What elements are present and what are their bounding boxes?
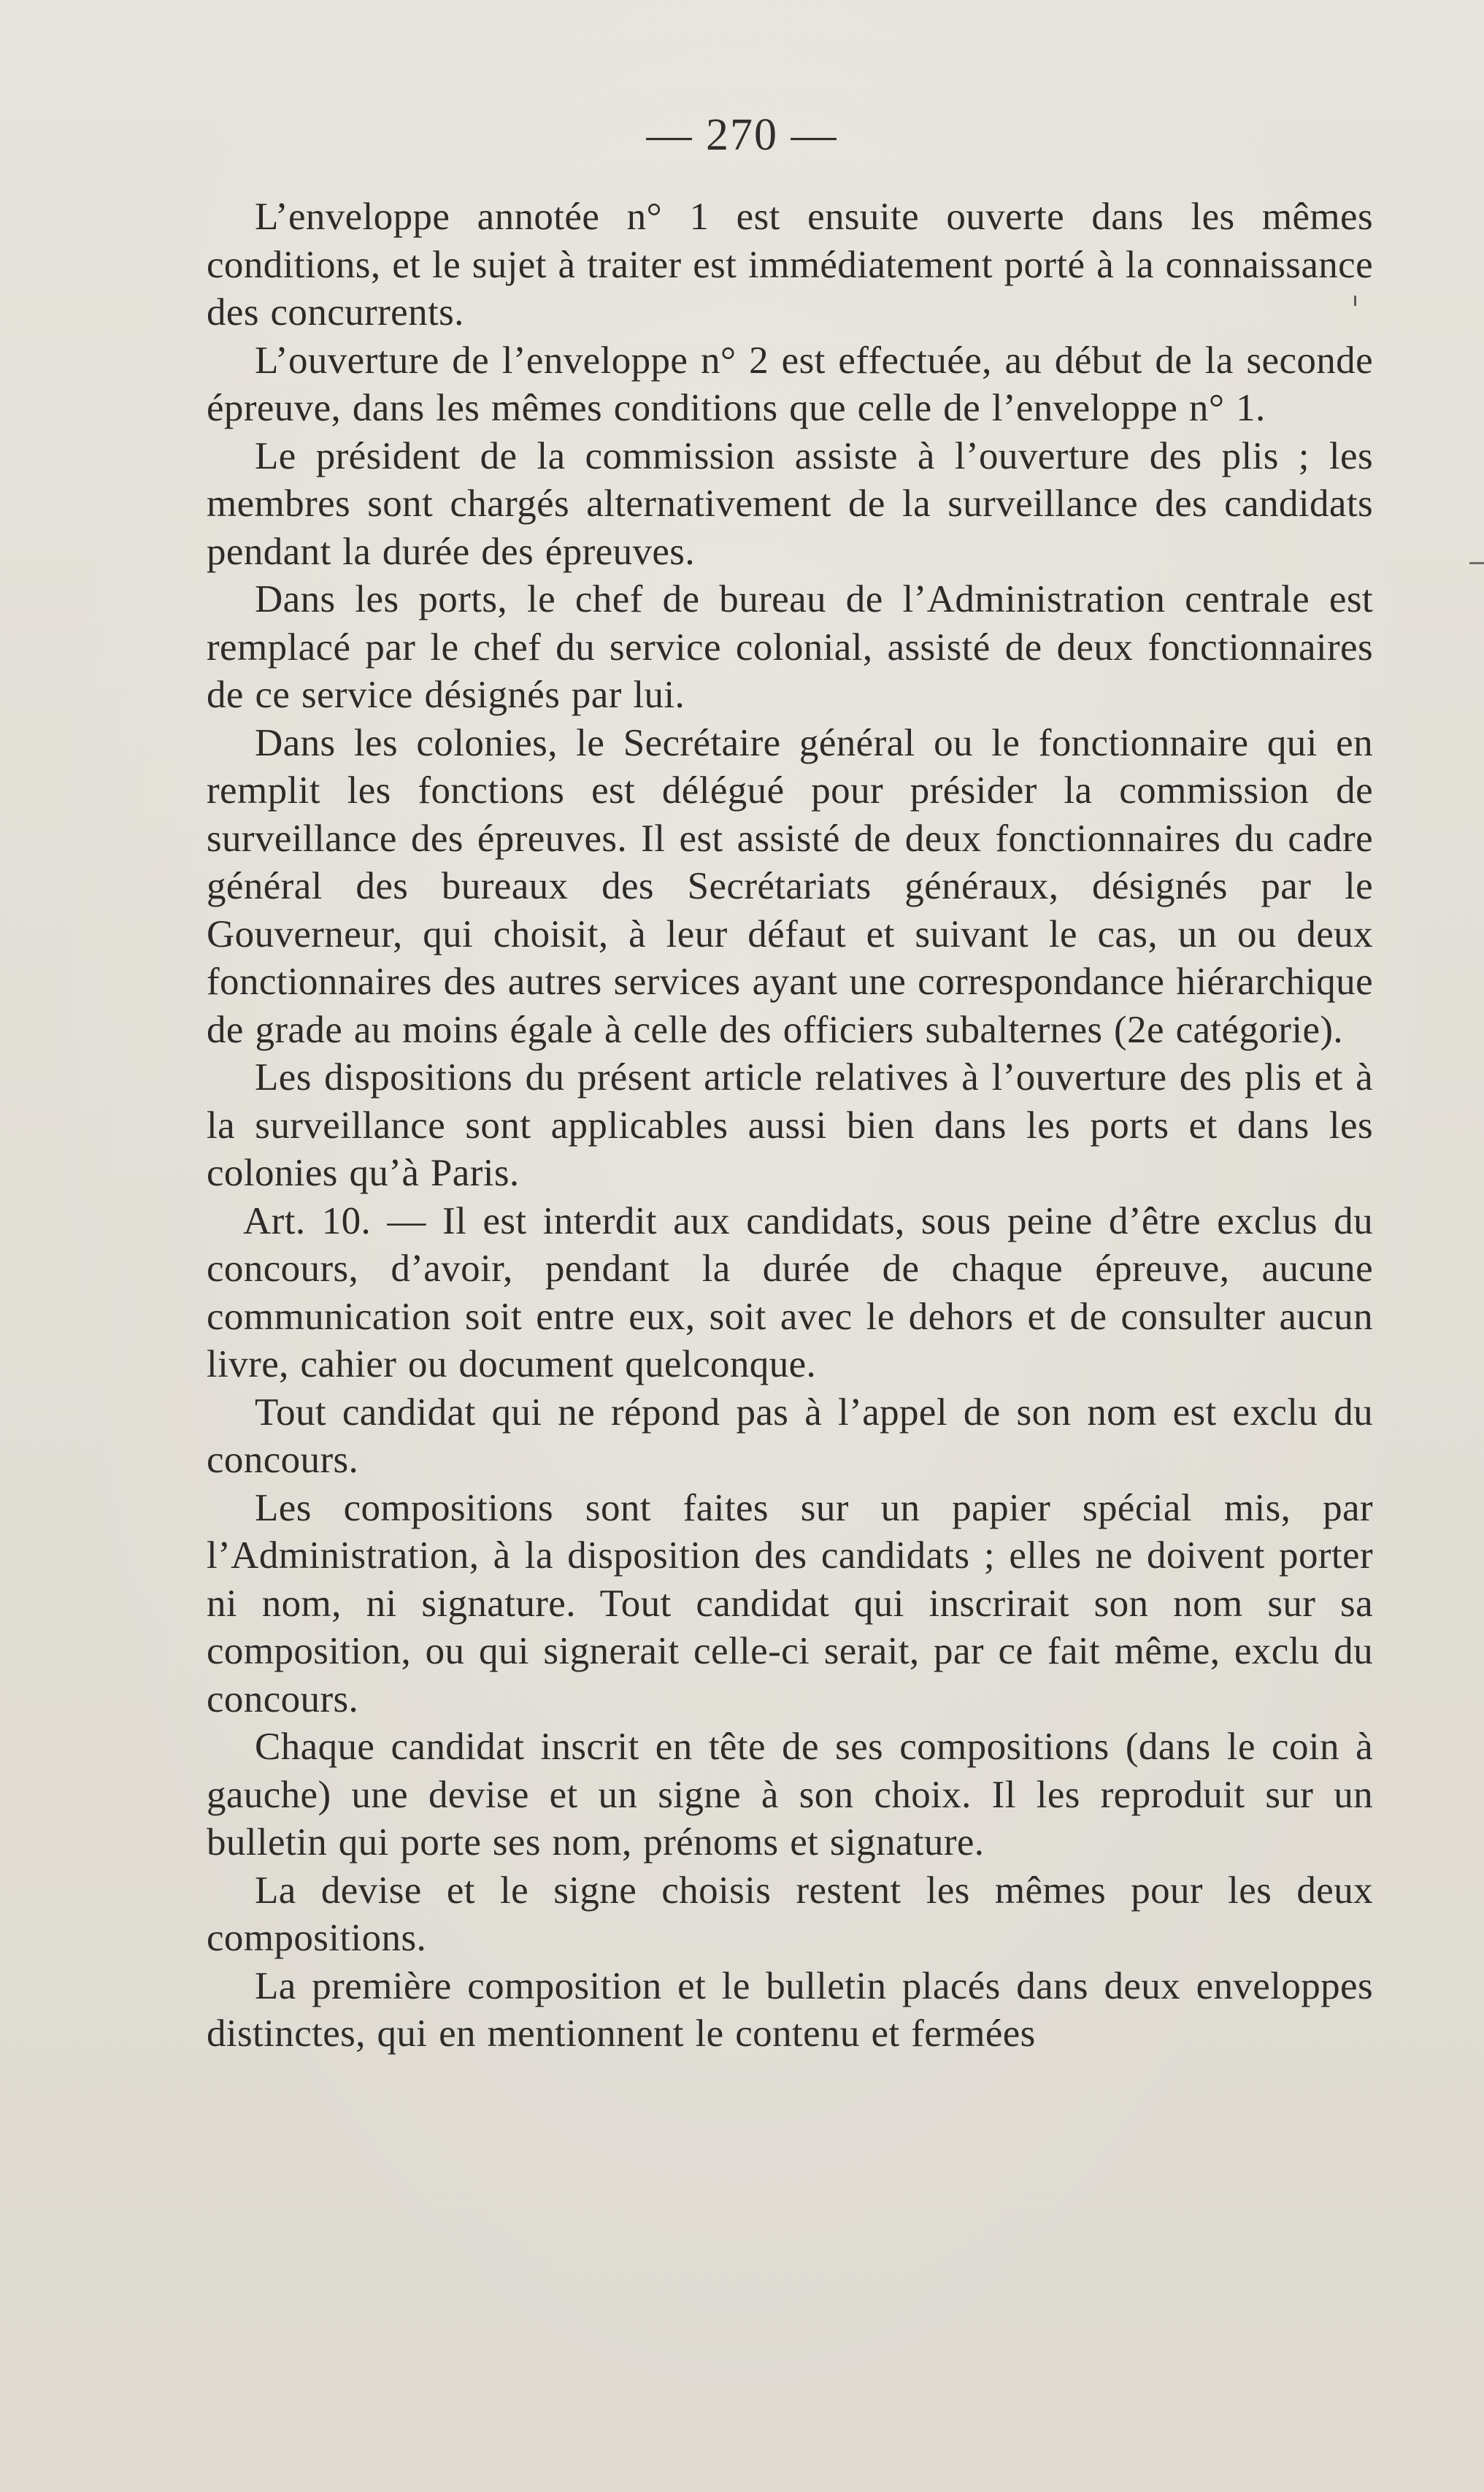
paragraph-6: Les dispositions du présent article relatives à l’ouverture des plis et à la surveillance sont applicables aussi bien dans les ports et dans les colonies qu’à Paris. [207, 1056, 1373, 1194]
paragraph-4: Dans les ports, le chef de bureau de l’Administration centrale est remplacé par le chef du service colonial, assisté de deux fonctionnaires de ce service désignés par lui. [207, 578, 1373, 716]
paragraph-11: La devise et le signe choisis restent les mêmes pour les deux compositions. [207, 1869, 1373, 1959]
paragraph-5: Dans les colonies, le Secrétaire général ou le fonctionnaire qui en remplit les fonctions est délégué pour présider la commission de surveillance des épreuves. Il est assisté de deux fonctionnaires du cadre général des bureaux des Secrétariats généraux, désignés par le Gouverneur, qui choisit, à leur défaut et suivant le cas, un ou deux fonctionnaires des autres services ayant une correspondance hiérarchique de grade au moins égale à celle des officiers subalternes (2e catégorie). [207, 721, 1373, 1051]
paragraph-2: L’ouverture de l’enveloppe n° 2 est effectuée, au début de la seconde épreuve, dans les mêmes conditions que celle de l’enveloppe n° 1. [207, 339, 1373, 429]
paragraph-3: Le président de la commission assiste à l’ouverture des plis ; les membres sont chargés alternativement de la surveillance des candidats pendant la durée des épreuves. [207, 434, 1373, 573]
print-speck [1354, 296, 1356, 306]
paragraph-8: Tout candidat qui ne répond pas à l’appel de son nom est exclu du concours. [207, 1391, 1373, 1481]
paragraph-12: La première composition et le bulletin placés dans deux enveloppes distinctes, qui en mentionnent le contenu et fermées [207, 1964, 1373, 2055]
paragraph-10: Chaque candidat inscrit en tête de ses compositions (dans le coin à gauche) une devise et un signe à son choix. Il les reproduit sur un bulletin qui porte ses nom, prénoms et signature. [207, 1726, 1373, 1864]
paragraph-9: Les compositions sont faites sur un papier spécial mis, par l’Administration, à la disposition des candidats ; elles ne doivent porter ni nom, ni signature. Tout candidat qui inscrirait son nom sur sa composition, ou qui signerait celle-ci serait, par ce fait même, exclu du concours. [207, 1486, 1373, 1720]
body-text [207, 193, 1373, 2058]
edge-mark [1469, 562, 1484, 564]
paragraph-1: L’enveloppe annotée n° 1 est ensuite ouverte dans les mêmes conditions, et le sujet à traiter est immédiatement porté à la connaissance des concurrents. [207, 196, 1373, 334]
article-10-paragraph: Art. 10. — Il est interdit aux candidats, sous peine d’être exclus du concours, d’avoir, pendant la durée de chaque épreuve, aucune communication soit entre eux, soit avec le dehors et de consulter aucun livre, cahier ou document quelconque. [207, 1199, 1373, 1385]
page-number: — 270 — [646, 110, 838, 160]
